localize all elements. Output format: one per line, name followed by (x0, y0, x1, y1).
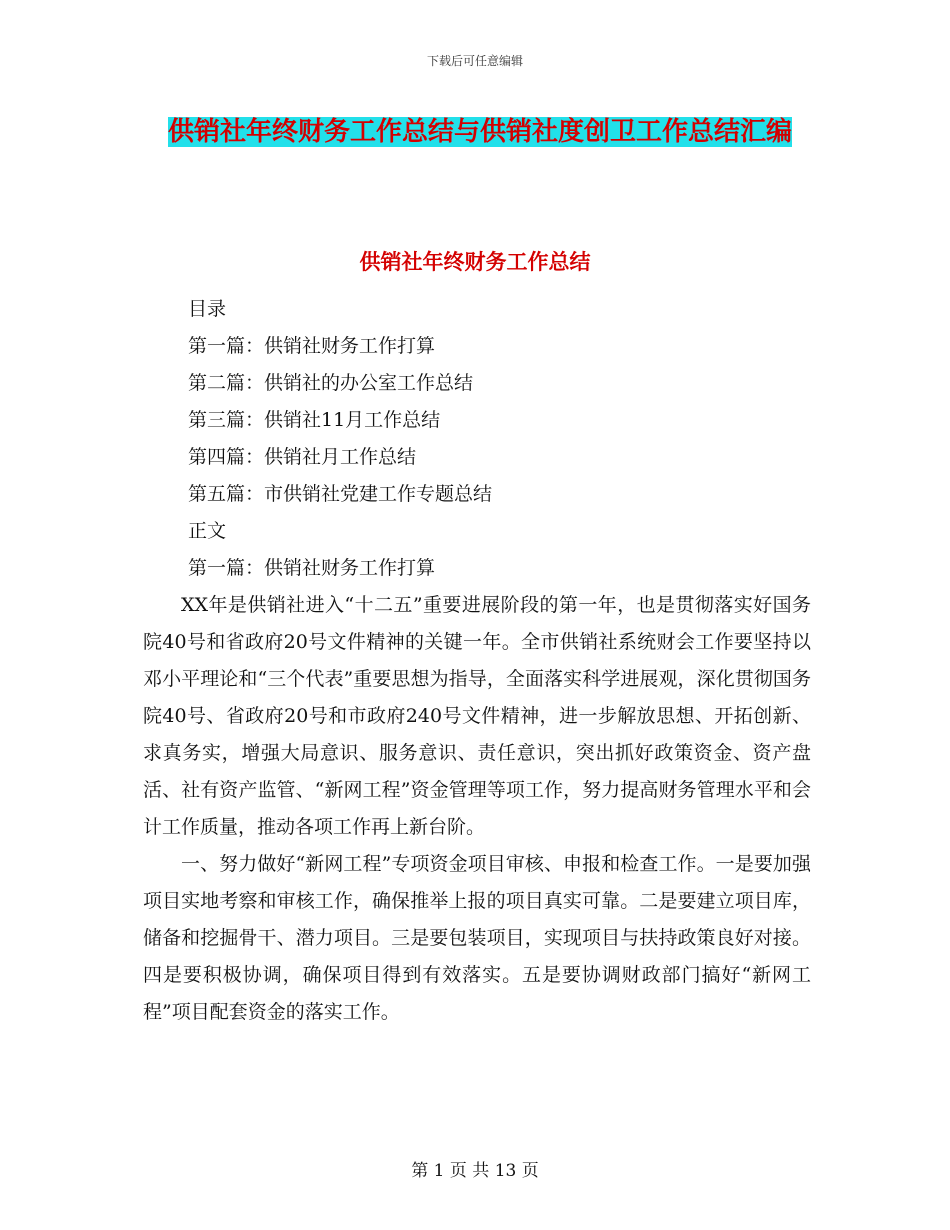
toc-item: 第一篇：供销社财务工作打算 (188, 335, 436, 357)
header-note: 下载后可任意编辑 (426, 54, 523, 68)
body-label: 正文 (188, 520, 227, 542)
paragraph: 一、努力做好“新网工程”专项资金项目审核、申报和检查工作。一是要加强项目实地考察和审核工作，确保推举上报的项目真实可靠。二是要建立项目库，储备和挖掘骨干、潜力项目。三是要包装项目，实现项目与扶持政策良好对接。四是要积极协调，确保项目得到有效落实。五是要协调财政部门搞好“新网工程”项目配套资金的落实工作。 (143, 853, 811, 1023)
table-of-contents (188, 291, 492, 587)
chapter-title: 第一篇：供销社财务工作打算 (188, 557, 436, 579)
toc-item: 第四篇：供销社月工作总结 (188, 446, 417, 468)
document-title (150, 110, 810, 154)
toc-heading: 目录 (188, 298, 227, 320)
toc-item: 第二篇：供销社的办公室工作总结 (188, 372, 474, 394)
section-heading: 供销社年终财务工作总结 (359, 250, 591, 274)
page-footer: 第 1 页 共 13 页 (411, 1161, 539, 1181)
toc-item: 第三篇：供销社11月工作总结 (188, 409, 441, 431)
paragraph: XX年是供销社进入“十二五”重要进展阶段的第一年，也是贯彻落实好国务院40号和省政府20号文件精神的关键一年。全市供销社系统财会工作要坚持以邓小平理论和“三个代表”重要思想为指导，全面落实科学进展观，深化贯彻国务院40号、省政府20号和市政府240号文件精神，进一步解放思想、开拓创新、求真务实，增强大局意识、服务意识、责任意识，突出抓好政策资金、资产盘活、社有资产监管、“新网工程”资金管理等项工作，努力提高财务管理水平和会计工作质量，推动各项工作再上新台阶。 (143, 594, 811, 838)
body-text (143, 587, 811, 1031)
document-title-text: 供销社年终财务工作总结与供销社度创卫工作总结汇编 (167, 117, 792, 147)
toc-item: 第五篇：市供销社党建工作专题总结 (188, 483, 493, 505)
